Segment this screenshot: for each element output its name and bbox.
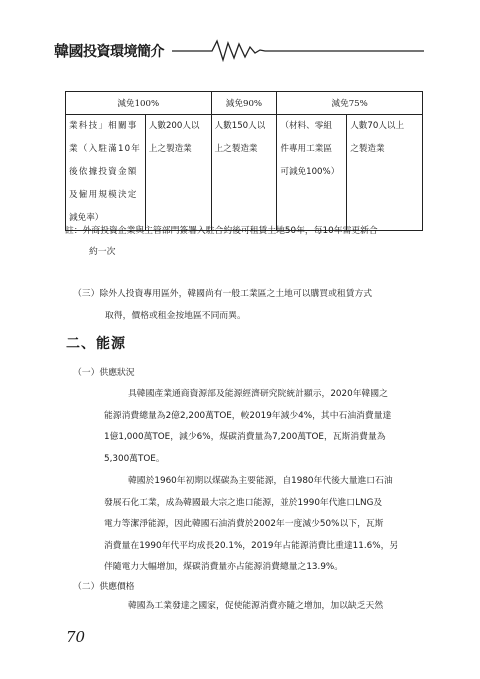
header-title-subject: 投資環境簡介 [83,44,165,60]
footnote-line: 約一次 [89,247,116,257]
paragraph-line: 電力等潔淨能源，因此韓國石油消費於2002年一度減少50%以下，瓦斯 [104,519,384,529]
running-header [54,38,424,64]
item-3-paragraph [73,284,428,327]
table-header-row [66,92,423,115]
paragraph-supply-price [104,596,434,618]
header-title-country: 韓國 [54,42,84,60]
paragraph-line: 1億1,000萬TOE，減少6%，煤碳消費量為7,200萬TOE，瓦斯消費量為 [104,432,386,442]
paragraph-line: 取得，價格或租金按地區不同而異。 [105,310,246,321]
table-cell: 人數200人以 上之製造業 [145,115,211,231]
table-footnote [65,221,427,263]
table-cell: 人數150人以 上之製造業 [211,115,277,231]
section-heading-energy: 二、能源 [66,336,126,352]
investment-incentive-table [65,91,423,231]
table-cell: 人數70人以上 之製造業 [347,115,423,231]
paragraph-line: 韓國為工業發達之國家，促使能源消費亦隨之增加，加以缺乏天然 [128,601,384,611]
header-wave-line-icon [172,38,424,62]
paragraph-line: 韓國於1960年初期以煤碳為主要能源，自1980年代後大量進口石油 [128,476,393,486]
paragraph-energy-history [104,471,434,579]
table-header-cell: 減免90% [211,92,277,115]
table-header-cell: 減免100% [66,92,212,115]
table-header-cell: 減免75% [277,92,423,115]
subsection-heading-supply-status: （一）供應狀況 [73,368,135,378]
table-cell: （材料、零組 件專用工業區 可減免100%） [277,115,347,231]
paragraph-line: 伴隨電力大幅增加，煤碳消費量亦占能源消費總量之13.9%。 [104,562,344,572]
paragraph-line: 能源消費總量為2億2,200萬TOE，較2019年減少4%，其中石油消費量達 [104,410,392,421]
paragraph-line: 消費量在1990年代平均成長20.1%，2019年占能源消費比重達11.6%，另 [104,540,399,551]
page-number: 70 [66,628,86,646]
footnote-line: 註：外商投資企業與主管部門簽署入駐合約後可租賃土地50年，每10年需更新合 [65,226,378,236]
paragraph-line: 5,300萬TOE。 [104,453,165,464]
paragraph-line: （三）除外人投資專用區外，韓國尚有一般工業區之土地可以購買或租賃方式 [73,289,373,299]
subsection-heading-supply-price: （二）供應價格 [73,582,135,592]
table-row [66,115,423,231]
paragraph-energy-consumption [104,384,434,470]
table-cell: 業科技」相關事 業（入駐滿10年 後依據投資金額 及僱用規模決定 減免率） [66,115,146,231]
paragraph-line: 發展石化工業，成為韓國最大宗之進口能源，並於1990年代進口LNG及 [104,497,383,508]
paragraph-line: 具韓國產業通商資源部及能源經濟研究院統計顯示，2020年韓國之 [128,389,388,399]
header-title [54,40,164,61]
